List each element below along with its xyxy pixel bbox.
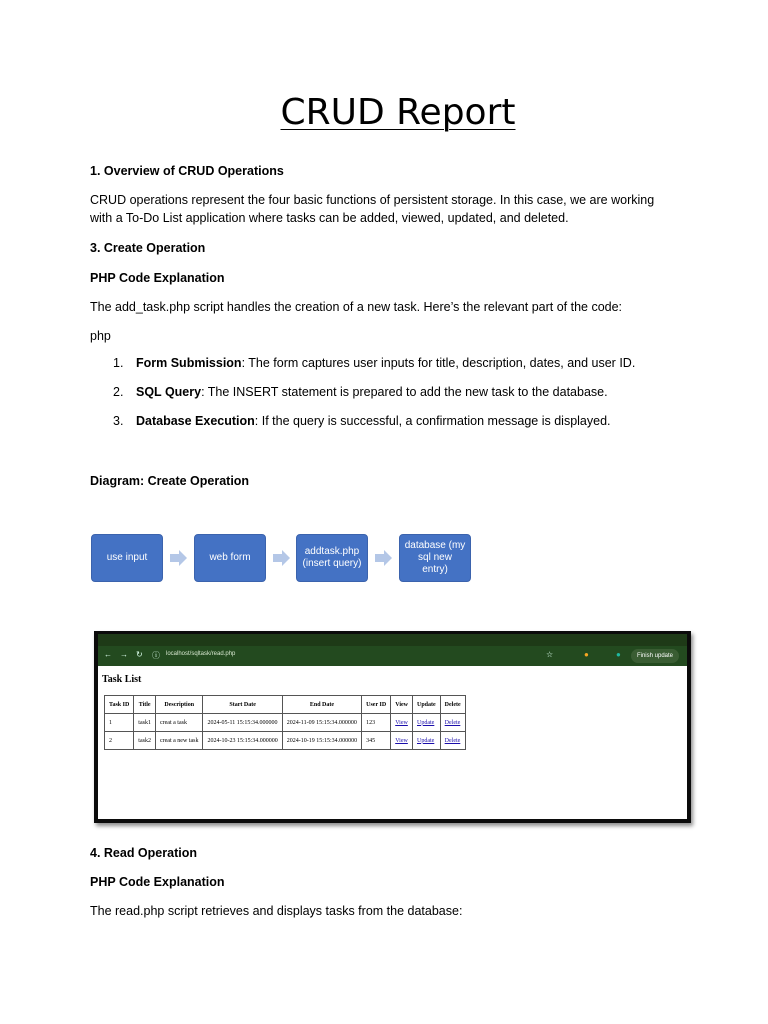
section-heading-create: 3. Create Operation xyxy=(90,241,206,255)
table-header-row xyxy=(105,696,466,714)
flow-box-user-input: use input xyxy=(91,534,163,582)
view-link[interactable]: View xyxy=(395,719,408,726)
delete-link[interactable]: Delete xyxy=(444,719,461,726)
column-header: Delete xyxy=(440,696,465,714)
update-link[interactable]: Update xyxy=(416,737,435,744)
cell-title: task2 xyxy=(134,732,156,750)
list-item-desc: : The form captures user inputs for title, description, dates, and user ID. xyxy=(241,356,636,370)
section-heading-read: 4. Read Operation xyxy=(90,846,197,860)
cell-start-date: 2024-10-23 15:15:34.000000 xyxy=(203,732,282,750)
table-row xyxy=(105,732,466,750)
section-heading-overview: 1. Overview of CRUD Operations xyxy=(90,164,284,178)
browser-address-bar xyxy=(98,646,687,666)
php-explanation-heading-read: PHP Code Explanation xyxy=(90,875,225,889)
list-item-term: Database Execution xyxy=(136,414,255,428)
flow-box-addtask: addtask.php (insert query) xyxy=(296,534,368,582)
flow-box-web-form: web form xyxy=(194,534,266,582)
overview-paragraph-line-1: CRUD operations represent the four basic functions of persistent storage. In this case, we are working xyxy=(90,193,655,207)
list-item: 3. Database Execution: If the query is successful, a confirmation message is displayed. xyxy=(113,414,611,428)
add-task-description: The add_task.php script handles the creation of a new task. Here’s the relevant part of the code: xyxy=(90,300,623,314)
site-info-icon: ⓘ xyxy=(152,651,160,660)
column-header: Description xyxy=(155,696,202,714)
overview-paragraph-line-2: with a To-Do List application where tasks can be added, viewed, updated, and deleted. xyxy=(90,211,569,225)
column-header: Update xyxy=(412,696,440,714)
column-header: Start Date xyxy=(203,696,282,714)
forward-icon: → xyxy=(120,650,128,659)
view-link[interactable]: View xyxy=(395,737,408,744)
task-list-title: Task List xyxy=(102,674,142,685)
cell-user-id: 123 xyxy=(362,714,391,732)
star-icon: ☆ xyxy=(546,650,554,659)
cell-task-id: 1 xyxy=(105,714,134,732)
cell-description: creat a new task xyxy=(155,732,202,750)
column-header: End Date xyxy=(282,696,361,714)
cell-task-id: 2 xyxy=(105,732,134,750)
cell-user-id: 345 xyxy=(362,732,391,750)
extension-icon: ● xyxy=(584,650,589,659)
cell-description: creat a task xyxy=(155,714,202,732)
cell-start-date: 2024-05-11 15:15:34.000000 xyxy=(203,714,282,732)
profile-icon: ● xyxy=(616,650,621,659)
reload-icon: ↻ xyxy=(136,650,143,659)
update-link[interactable]: Update xyxy=(416,719,435,726)
cell-end-date: 2024-10-19 15:15:34.000000 xyxy=(282,732,361,750)
column-header: Title xyxy=(134,696,156,714)
flow-box-database: database (my sql new entry) xyxy=(399,534,471,582)
list-item-desc: : The INSERT statement is prepared to add the new task to the database. xyxy=(201,385,608,399)
list-item: 1. Form Submission: The form captures user inputs for title, description, dates, and user ID. xyxy=(113,356,636,370)
column-header: View xyxy=(391,696,413,714)
table-row xyxy=(105,714,466,732)
php-label: php xyxy=(90,329,111,343)
cell-end-date: 2024-11-09 15:15:34.000000 xyxy=(282,714,361,732)
back-icon: ← xyxy=(104,650,112,659)
right-arrow-icon xyxy=(375,550,392,566)
page-title: CRUD Report xyxy=(280,92,516,133)
list-item: 2. SQL Query: The INSERT statement is prepared to add the new task to the database. xyxy=(113,385,608,399)
read-description: The read.php script retrieves and displays tasks from the database: xyxy=(90,904,463,918)
delete-link[interactable]: Delete xyxy=(444,737,461,744)
browser-tab-bar xyxy=(98,634,687,646)
column-header: User ID xyxy=(362,696,391,714)
list-item-term: Form Submission xyxy=(136,356,242,370)
column-header: Task ID xyxy=(105,696,134,714)
cell-title: task1 xyxy=(134,714,156,732)
browser-screenshot xyxy=(94,631,691,823)
url-text: localhost/sqltask/read.php xyxy=(166,651,236,657)
right-arrow-icon xyxy=(273,550,290,566)
php-explanation-heading: PHP Code Explanation xyxy=(90,271,225,285)
task-table xyxy=(104,695,466,750)
finish-update-badge: Finish update xyxy=(631,649,679,663)
list-item-desc: : If the query is successful, a confirmation message is displayed. xyxy=(254,414,611,428)
list-item-term: SQL Query xyxy=(136,385,202,399)
diagram-heading: Diagram: Create Operation xyxy=(90,474,250,488)
right-arrow-icon xyxy=(170,550,187,566)
